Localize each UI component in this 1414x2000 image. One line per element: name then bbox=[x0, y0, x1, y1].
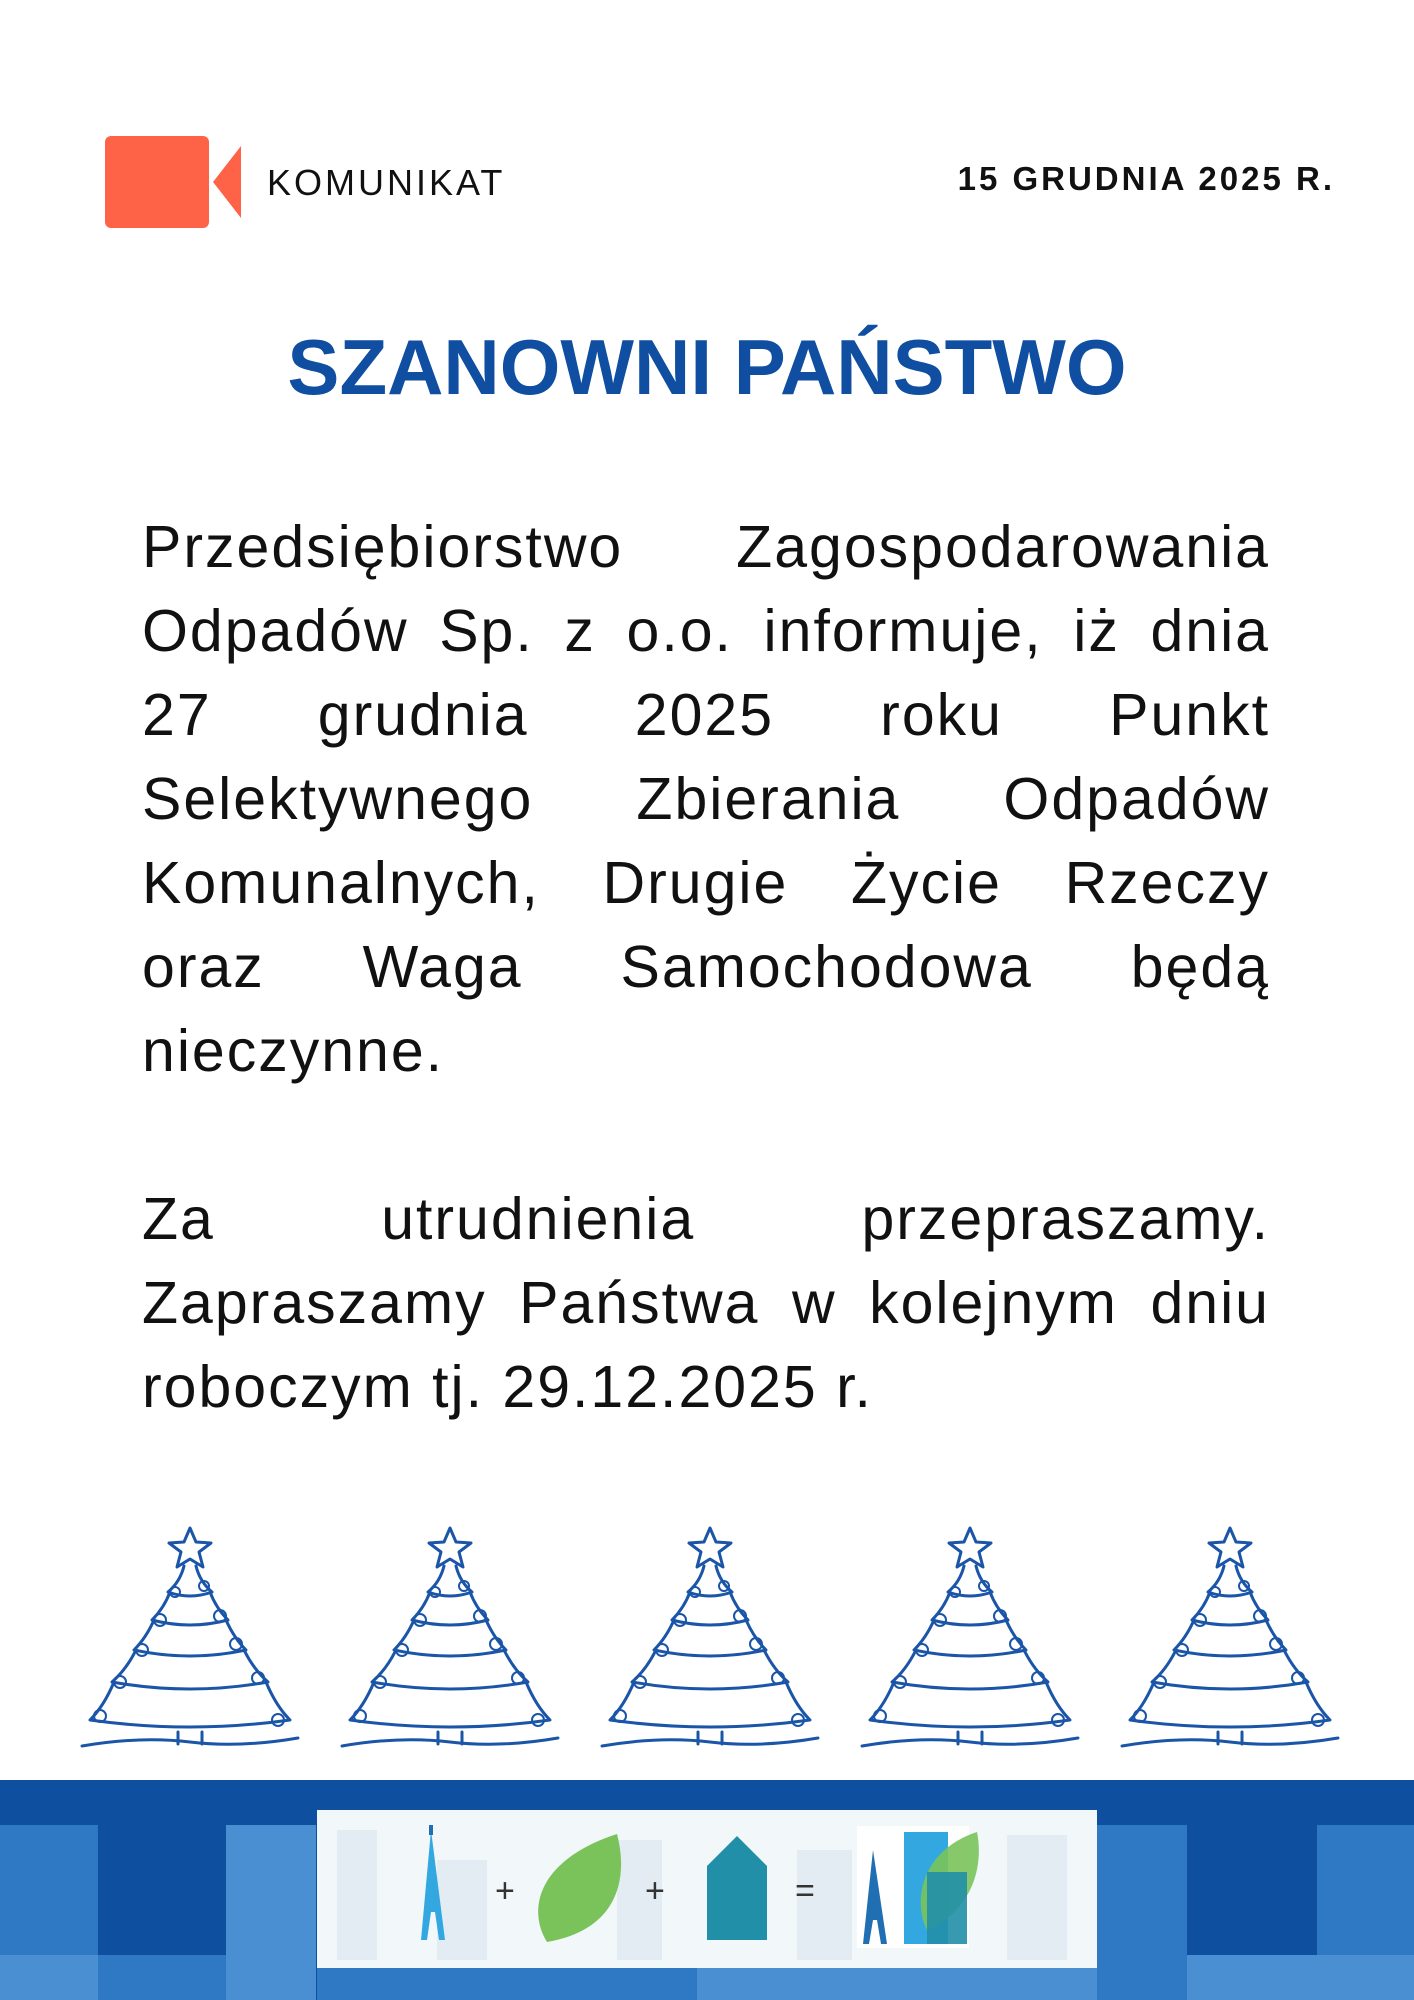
footer-tile bbox=[0, 1825, 98, 1955]
footer-tile bbox=[1317, 1825, 1414, 1955]
christmas-tree-icon bbox=[340, 1520, 560, 1760]
announcement-kind-label: KOMUNIKAT bbox=[267, 162, 506, 203]
footer-tile bbox=[0, 1955, 98, 2000]
footer-tile bbox=[1187, 1955, 1317, 2000]
christmas-tree-icon bbox=[600, 1520, 820, 1760]
plus-icon: + bbox=[495, 1872, 515, 1910]
body-paragraph-2: Za utrudnienia przepraszamy. Zapraszamy Państwa w kolejnym dniu roboczym tj. 29.12.2025 r. bbox=[142, 1186, 1270, 1420]
announcement-body bbox=[142, 505, 1270, 1429]
logo-formula-banner bbox=[317, 1810, 1097, 1968]
christmas-tree-icon bbox=[860, 1520, 1080, 1760]
body-paragraph-1: Przedsiębiorstwo Zagospodarowania Odpadów Sp. z o.o. informuje, iż dnia 27 grudnia 2025 roku Punkt Selektywnego Zbierania Odpadów Komunalnych, Drugie Życie Rzeczy oraz Waga Samochodowa będą nieczynne. bbox=[142, 514, 1270, 1084]
equals-icon: = bbox=[795, 1872, 815, 1910]
footer-tile bbox=[1317, 1955, 1414, 2000]
footer-tile bbox=[317, 1968, 697, 2000]
christmas-tree-icon bbox=[1120, 1520, 1340, 1760]
video-camera-icon bbox=[105, 136, 241, 228]
footer-tile bbox=[226, 1825, 316, 2000]
christmas-tree-icon bbox=[80, 1520, 300, 1760]
footer-tile bbox=[98, 1955, 226, 2000]
page-title: SZANOWNI PAŃSTWO bbox=[287, 323, 1127, 411]
footer-tile bbox=[1097, 1825, 1187, 2000]
announcement-date: 15 GRUDNIA 2025 R. bbox=[957, 160, 1335, 197]
footer bbox=[0, 1780, 1414, 2000]
christmas-trees-decoration bbox=[80, 1520, 1340, 1760]
footer-tile bbox=[697, 1968, 1097, 2000]
header bbox=[105, 136, 1335, 228]
city-logo-icon bbox=[857, 1826, 979, 1948]
plus-icon: + bbox=[645, 1872, 665, 1910]
